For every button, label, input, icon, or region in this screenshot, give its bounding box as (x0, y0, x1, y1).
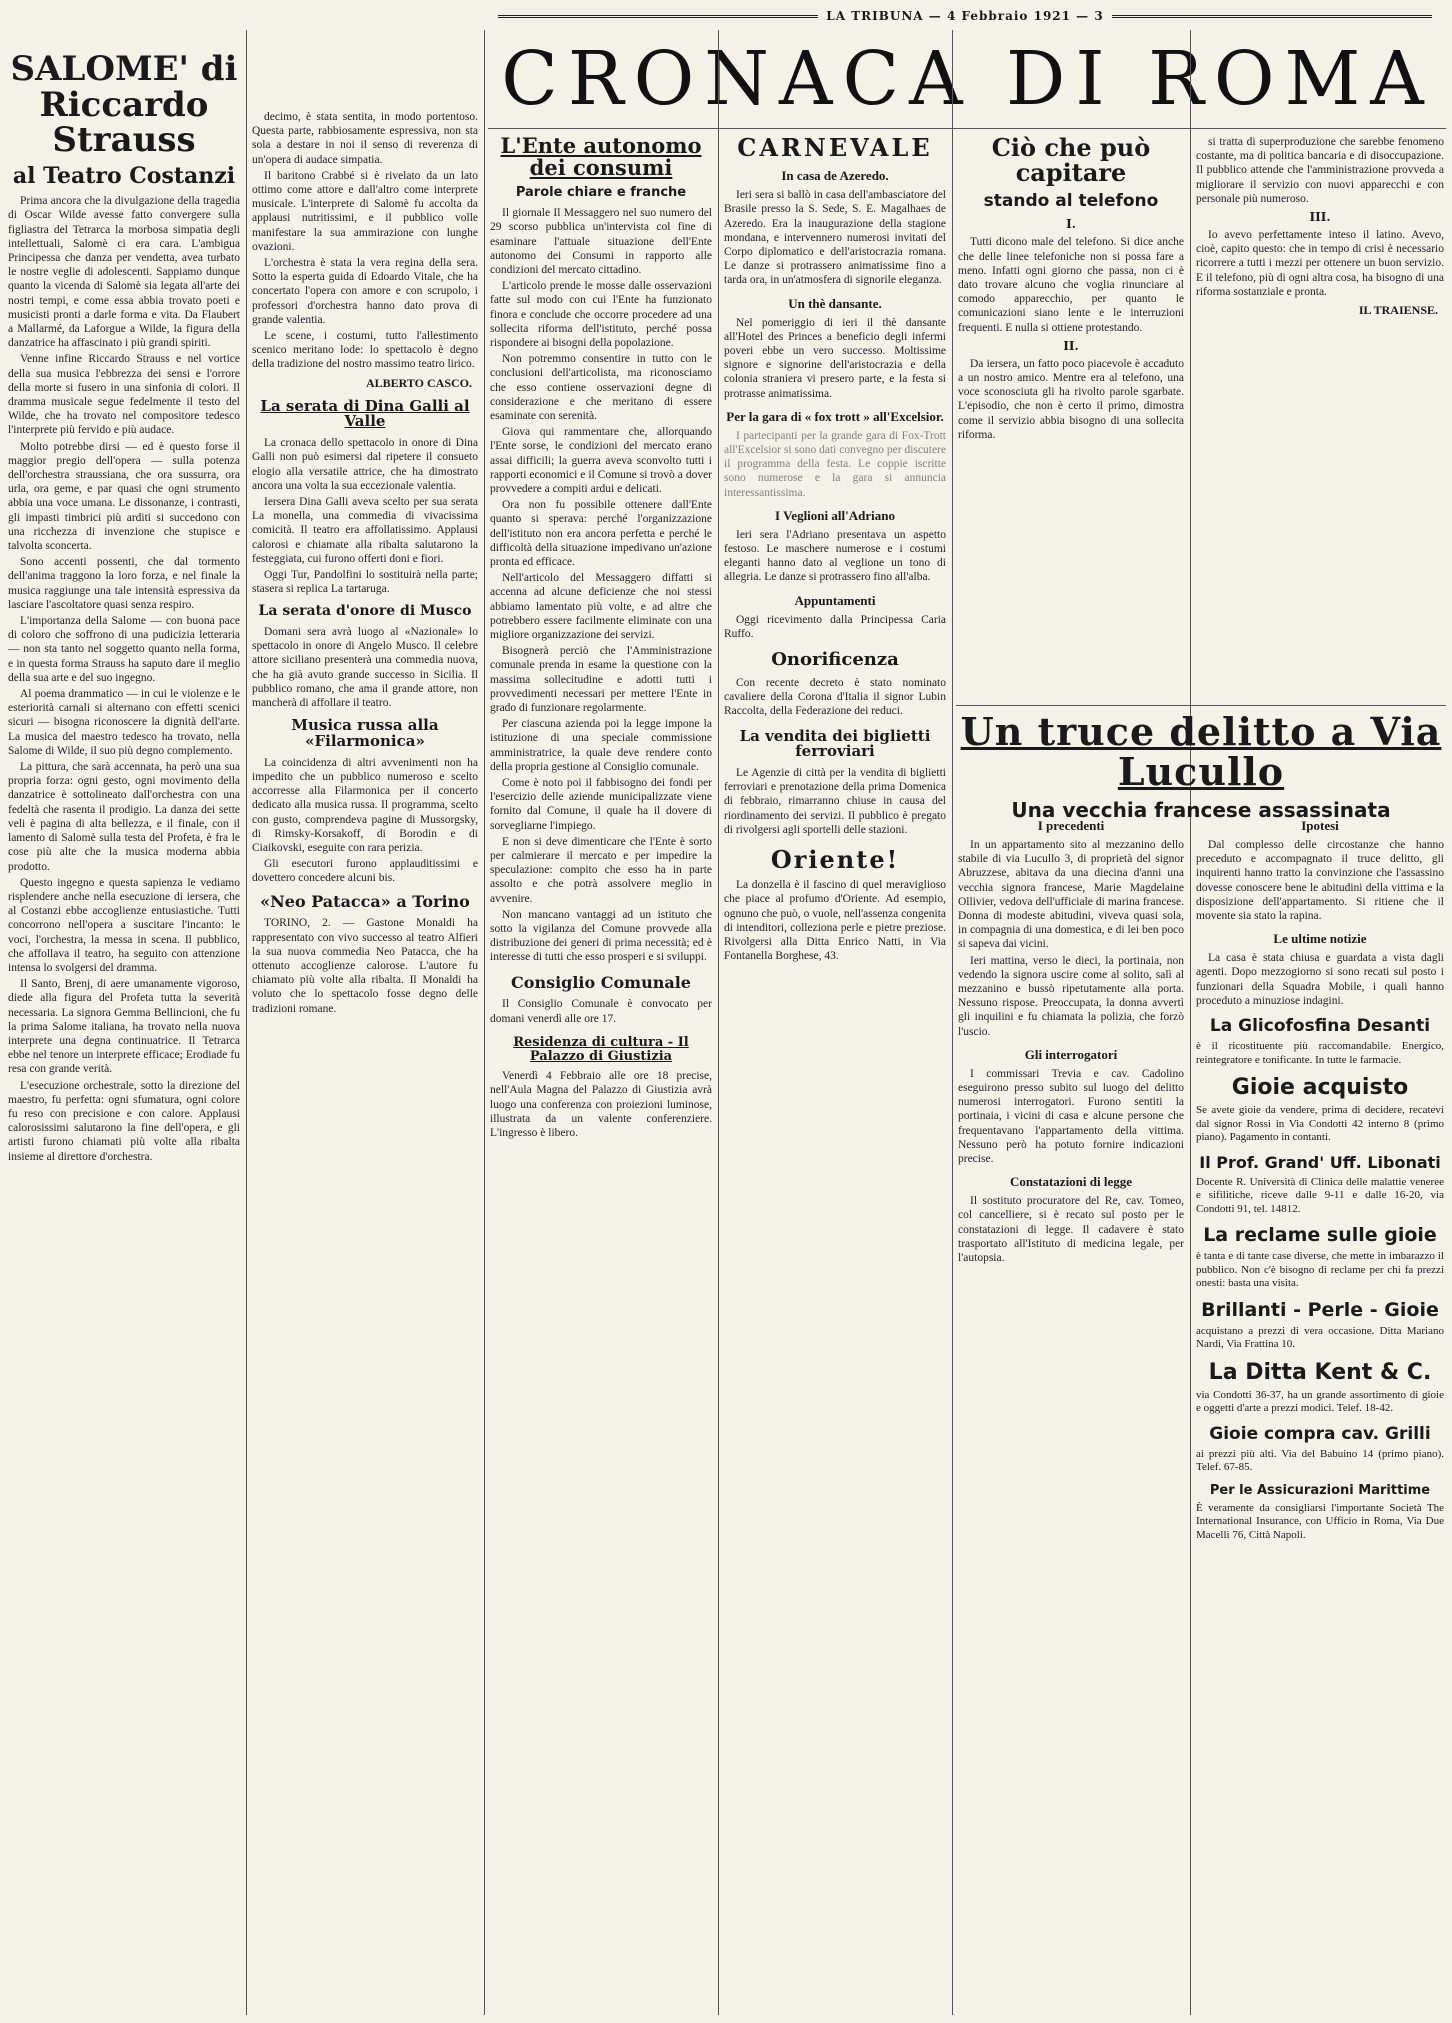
article-paragraph: L'importanza della Salome — con buona pace di coloro che soffrono di una pudicizia letteraria — non sta tanto nel soggetto quanto nella forma, e in questa forma Strauss ha saputo dare il meglio della sua arte e del suo ingegno. (8, 615, 240, 684)
section-rule (956, 705, 1446, 706)
constatazioni-article (958, 1194, 1184, 1265)
palazzo-article (490, 1069, 712, 1140)
article-paragraph: L'articolo prende le mosse dalle osservazioni fatte sul modo con cui l'Ente ha funzionato finora e conclude che occorre procedere ad una sollecita riforma dell'istituto, perché possa rispondere ai bisogni della popolazione. (490, 280, 712, 349)
article-paragraph: Bisognerà perciò che l'Amministrazione comunale prenda in esame la questione con la massima sollecitudine e adotti tutti i provvedimenti necessari per mettere l'Ente in grado di funzionare regolarmente. (490, 645, 712, 714)
article-paragraph: Come è noto poi il fabbisogno dei fondi per l'esercizio delle aziende municipalizzate viene fornito dal Comune, il quale ha il dovere di sorvegliarne l'impiego. (490, 777, 712, 832)
constatazioni-subhead: Constatazioni di legge (1009, 1174, 1133, 1190)
article-paragraph: In un appartamento sito al mezzanino dello stabile di via Lucullo 3, di proprietà del signor Abruzzese, abitava da una diecina d'anni una vecchia signora francese, Marie Magdelaine Ollivier, vedova dell'ufficiale di marina francese. Donna di modeste abitudini, viveva quasi sola, in compagnia di una domestica, e di lei ben poco si sapeva dai vicini. (958, 839, 1184, 951)
column-ente-consumi (490, 135, 712, 2010)
column-rule (246, 30, 247, 2015)
musco-article (252, 625, 478, 710)
column-rule (718, 30, 719, 2015)
column-telefono (958, 135, 1184, 695)
reclame-ad-text: è tanta e di tante case diverse, che mette in imbarazzo il pubblico. Non c'è bisogno di reclame per chi fa prezzi onesti: basta una visita. (1196, 1250, 1444, 1290)
article-paragraph: Le Agenzie di città per la vendita di biglietti ferroviari e prenotazione della prima Domenica di febbraio, rimarranno chiuse in causa del riordinamento dei servizi. Il pubblico è pregato di rivolgersi agli sportelli delle stazioni. (724, 767, 946, 836)
ipotesi-article (1196, 838, 1444, 923)
telefono-headline: Ciò che può capitare (991, 133, 1151, 188)
telefono-continuation (1196, 135, 1444, 206)
article-paragraph: Per ciascuna azienda poi la legge impone la istituzione di una speciale commissione amministratrice, la quale deve rendere conto della propria gestione al Consiglio comunale. (490, 718, 712, 773)
article-paragraph: Non potremmo consentire in tutto con le conclusioni dell'articolista, ma riconosciamo che esso contiene osservazioni degne di considerazione e che meritano di essere esaminate con serenità. (490, 353, 712, 422)
header-rule-right (1112, 15, 1432, 18)
biglietti-headline: La vendita dei biglietti ferroviari (739, 726, 931, 761)
article-paragraph: Venerdì 4 Febbraio alle ore 18 precise, nell'Aula Magna del Palazzo di Giustizia avrà luogo una conferenza con proiezioni luminose, illustrata da un valente conferenziere. L'ingresso è libero. (490, 1070, 712, 1139)
fox-trott-article (724, 429, 946, 500)
article-paragraph: TORINO, 2. — Gastone Monaldi ha rappresentato con vivo successo al teatro Alfieri la sua nuova commedia Neo Patacca, che ha ottenuto accoglienze calorose. L'autore fu chiamato più volte alla ribalta. Il Monaldi ha voluto che lo spettacolo fosse degno delle tradizioni romane. (252, 917, 478, 1015)
article-paragraph: Nel pomeriggio di ieri il thè dansante all'Hotel des Princes a beneficio degli infermi poveri ebbe un vero successo. Moltissime signore e signorine dell'aristocrazia e della colonia straniera vi presero parte, e la festa si protrasse animatissima. (724, 316, 946, 400)
article-paragraph: Giova qui rammentare che, allorquando l'Ente sorse, le condizioni del mercato erano assai difficili; la guerra aveva sconvolto tutti i rapporti economici e il Comune si trovò a dover provvedere a compiti ardui e delicati. (490, 426, 712, 495)
appuntamenti-subhead: Appuntamenti (794, 592, 876, 608)
column-salome (8, 49, 240, 2012)
article-paragraph: Il giornale Il Messaggero nel suo numero del 29 scorso pubblica un'intervista col fine di esaminare l'attuale situazione dell'Ente autonomo dei Consumi in rapporto alle condizioni del mercato cittadino. (490, 207, 712, 276)
column-delitto (958, 810, 1184, 2010)
onorificenza-article (724, 676, 946, 719)
precedenti-article (958, 838, 1184, 1039)
article-paragraph: Ieri mattina, verso le dieci, la portinaia, non vedendo la signora uscire come al solito, salì al mezzanino e bussò ripetutamente alla porta. Nessuno rispose. Preoccupata, la donna avvertì gli inquilini e fu chiamata la polizia, che forzò l'uscio. (958, 954, 1184, 1038)
oriente-article (724, 878, 946, 963)
telefono-kicker: stando al telefono (983, 191, 1159, 212)
column-telefono-continued (1196, 135, 1444, 695)
salome-headline: SALOME' di Riccardo Strauss (10, 49, 238, 161)
article-signature: ALBERTO CASCO. (365, 375, 472, 390)
article-paragraph: Con recente decreto è stato nominato cavaliere della Corona d'Italia il signor Lubin Raccolta, della Federazione dei reduci. (724, 676, 946, 718)
ultime-notizie-article (1196, 951, 1444, 1008)
salome-article (8, 194, 240, 1164)
section-numeral: II. (1063, 338, 1079, 353)
telefono-part-2 (958, 357, 1184, 442)
article-paragraph: Sono accenti possenti, che dal tormento dell'anima traggono la loro forza, e nel finale la musica raggiunge una tale intensità espressiva da lasciare l'ascoltatore quasi senza respiro. (8, 556, 240, 611)
article-paragraph: decimo, è stata sentita, in modo portentoso. Questa parte, rabbiosamente espressiva, non sta sola a destare in noi il senso di reverenza di un'opera di audace simpatia. (252, 111, 478, 166)
article-paragraph: Ora non fu possibile ottenere dall'Ente quanto si sperava: perché l'organizzazione dell'istituto non era ancora perfetta e perché le difficoltà della situazione impedivano un'azione pronta ed efficace. (490, 499, 712, 568)
ipotesi-subhead: Ipotesi (1301, 818, 1339, 833)
telefono-part-1 (958, 235, 1184, 334)
article-paragraph: Molto potrebbe dirsi — ed è questo forse il maggior pregio dell'opera — sulla potenza dell'orchestra straussiana, che ora sussurra, ora urla, ora geme, e par quasi che ogni strumento abbia una voce umana. Le dissonanze, i contrasti, gli impasti timbrici più arditi si succedono con una ricchezza di invenzione che stupisce e talvolta sconcerta. (8, 440, 240, 553)
consiglio-article (490, 997, 712, 1025)
section-title: CRONACA DI ROMA (501, 36, 1434, 122)
article-paragraph: Iersera Dina Galli aveva scelto per sua serata La monella, una commedia di vivacissima comicità. Il teatro era affollatissimo. Applausi calorosi e chiamate alla ribalta salutarono la festeggiata, cui furono offerti doni e fiori. (252, 495, 478, 565)
brillanti-ad-text: acquistano a prezzi di vera occasione. Ditta Mariano Nardi, Via Frattina 10. (1196, 1324, 1444, 1351)
telefono-signature: IL TRAIENSE. (1358, 303, 1438, 318)
onorificenza-headline: Onorificenza (771, 649, 899, 671)
article-paragraph: Nell'articolo del Messaggero diffatti si accenna ad alcune deficienze che noi stessi abbiamo lamentato più volte, e ad altre che potrebbero essere facilmente eliminate con una migliore organizzazione dei servizi. (490, 572, 712, 641)
carnevale-headline: CARNEVALE (737, 133, 933, 162)
article-paragraph: E non si deve dimenticare che l'Ente è sorto per calmierare il mercato e per impedire la speculazione: compito che esso ha in parte assolto e che potrà assolvere meglio in avvenire. (490, 835, 712, 905)
salome-continuation (252, 110, 478, 372)
musica-russa-headline: Musica russa alla «Filarmonica» (291, 716, 439, 751)
fox-trott-subhead: Per la gara di « fox trott » all'Excelsior. (726, 408, 944, 424)
dansante-subhead: Un thè dansante. (788, 295, 882, 311)
column-ads (1196, 810, 1444, 2010)
article-paragraph: Io avevo perfettamente inteso il latino. Avevo, cioè, capito questo: che in tempo di crisi è necessario ricorrere a tutti i mezzi per ottenere un buon servizio. E il telefono, più di ogni altra cosa, ha bisogno di una riforma sostanziale e pronta. (1196, 229, 1444, 298)
ente-article (490, 206, 712, 965)
article-paragraph: Venne infine Riccardo Strauss e nel vortice della sua musica l'ebbrezza dei sensi e l'orrore della morte si fusero in una sinfonia di colori. Il dramma musicale segue fedelmente il testo del Wilde, che ha trovato nel compositore tedesco l'interprete più fervido e più audace. (8, 353, 240, 437)
libonati-ad-text: Docente R. Università di Clinica delle malattie veneree e sifilitiche, riceve dalle 9-11 e dalle 16-20, via Condotti 91, tel. 14812. (1196, 1175, 1444, 1215)
neo-patacca-article (252, 916, 478, 1015)
article-paragraph: Ieri sera l'Adriano presentava un aspetto festoso. Le maschere numerose e i costumi eleganti hanno dato al veglione un tono di allegria. Le danze si protrassero fino all'alba. (724, 528, 946, 584)
article-paragraph: Non mancano vantaggi ad un istituto che sotto la vigilanza del Comune provvede alla distribuzione dei generi di prima necessità; ed è interesse di tutti che esso prosperi e si sviluppi. (490, 908, 712, 964)
glicofosfina-ad-text: è il ricostituente più raccomandabile. Energico, reintegratore e tonificante. In tutte le farmacie. (1196, 1040, 1444, 1066)
glicofosfina-ad-title: La Glicofosfina Desanti (1209, 1016, 1431, 1037)
article-paragraph: Tutti dicono male del telefono. Si dice anche che delle linee telefoniche non si possa fare a meno. Infatti ogni giorno che passa, non ci è dato trovare alcuno che voglia rinunciare al comodo apparecchio, per quanto le comunicazioni siano lente e le interruzioni frequenti. E nulla si ottiene protestando. (958, 236, 1184, 334)
article-paragraph: Il baritono Crabbé si è rivelato da un lato ottimo come attore e dall'altro come interprete musicale. L'interprete di Salomè fu accolta da applausi nutritissimi, e il pubblico volle manifestare la sua ammirazione con lunghe ovazioni. (252, 169, 478, 253)
dina-galli-article (252, 436, 478, 596)
delitto-headline: Un truce delitto a Via Lucullo (960, 709, 1442, 794)
article-paragraph: Prima ancora che la divulgazione della tragedia di Oscar Wilde avesse fatto convergere sulla figliastra del Tetrarca la morbosa simpatia degli intellettuali, Salomè ci era cara. L'ambigua Principessa che danza per vendetta, avea turbato le nostre veglie di adolescenti. Sappiamo dunque quanto la vicenda di Salomè sia legata all'arte dei nostri tempi, e come essa abbia trovato poeti e musicisti pronti a darle forma e vita. Da Flaubert a Mallarmé, da Laforgue a Wilde, la figura della danzatrice ha affascinato i più grandi spiriti. (8, 195, 240, 350)
column-theatre (252, 110, 478, 2010)
ente-kicker: Parole chiare e franche (515, 185, 687, 201)
veglioni-article (724, 528, 946, 585)
delitto-header (958, 709, 1444, 822)
article-paragraph: Domani sera avrà luogo al «Nazionale» lo spettacolo in onore di Angelo Musco. Il celebre attore siciliano presenterà una commedia nuova, che ha già avuto grande successo in Sicilia. Il pubblico romano, che ama il grande attore, non mancherà di affollare il teatro. (252, 626, 478, 710)
neo-patacca-headline: «Neo Patacca» a Torino (260, 891, 470, 911)
article-paragraph: Il Consiglio Comunale è convocato per domani venerdì alle ore 17. (490, 998, 712, 1025)
dansante-article (724, 316, 946, 401)
article-paragraph: si tratta di superproduzione che sarebbe fenomeno costante, ma di politica bancaria e di disoccupazione. Il pubblico attende che l'amministrazione provveda a migliorare il servizio con nuovi apparecchi e con personale più numeroso. (1196, 136, 1444, 205)
article-paragraph: La casa è stata chiusa e guardata a vista dagli agenti. Dopo mezzogiorno si sono recati sul posto i funzionari della Squadra Mobile, i quali hanno proceduto a minuziose indagini. (1196, 952, 1444, 1007)
kent-ad-title: La Ditta Kent & C. (1208, 1359, 1432, 1385)
gioie-ad-title: Gioie acquisto (1231, 1075, 1409, 1101)
article-paragraph: La cronaca dello spettacolo in onore di Dina Galli non può esimersi dal ripetere il consueto elogio alla versatile attrice, che ha dimostrato ancora una volta la sua eccezionale valentia. (252, 437, 478, 492)
banner-rule (488, 128, 1446, 129)
assicurazioni-ad-title: Per le Assicurazioni Marittime (1209, 1482, 1431, 1498)
biglietti-article (724, 766, 946, 837)
header-text: LA TRIBUNA — 4 Febbraio 1921 — 3 (826, 9, 1104, 23)
azeredo-article (724, 188, 946, 287)
kent-ad-text: via Condotti 36-37, ha un grande assortimento di gioie e oggetti d'arte a prezzi modici. Telef. 18-42. (1196, 1388, 1444, 1415)
brillanti-ad-title: Brillanti - Perle - Gioie (1201, 1298, 1439, 1321)
article-paragraph: Il sostituto procuratore del Re, cav. Tomeo, col cancelliere, si è recato sul posto per le constatazioni di legge. Il cadavere è stato trasportato all'Istituto di medicina legale, per l'autopsia. (958, 1195, 1184, 1265)
veglioni-subhead: I Veglioni all'Adriano (775, 507, 895, 523)
article-paragraph: La pittura, che sarà accennata, ha però una sua propria forza: ogni gesto, ogni movimento della danzatrice è sottolineato dall'orchestra con una fedeltà che rasenta il prodigio. La danza dei sette veli è pagina di alta bellezza, e il finale, con il lamento di Salomè sulla testa del Profeta, è fra le cose più alte che la musica moderna abbia prodotto. (8, 761, 240, 873)
column-rule (1190, 30, 1191, 2015)
reclame-ad-title: La reclame sulle gioie (1203, 1224, 1437, 1247)
article-paragraph: Il Santo, Brenj, di aere umanamente vigoroso, diede alla figura del Profeta tutta la severità necessaria. La signora Gemma Bellincioni, che fu la prima Salome italiana, ha trovato nella nuova interprete una degna continuatrice. Il Tetrarca ebbe nel tenore un interprete efficace; Erodiade fu resa con grande verità. (8, 978, 240, 1076)
precedenti-subhead: I precedenti (1037, 818, 1105, 833)
assicurazioni-ad-text: È veramente da consigliarsi l'importante Società The International Insurance, con Ufficio in Roma, Via Due Macelli 76, Città Napoli. (1196, 1501, 1444, 1541)
column-carnevale (724, 135, 946, 2010)
oriente-headline: Oriente! (770, 845, 900, 875)
article-paragraph: Le scene, i costumi, tutto l'allestimento scenico meritano lode: lo spettacolo è degno della tradizione del nostro massimo teatro lirico. (252, 330, 478, 371)
section-banner (490, 34, 1445, 124)
appuntamenti-article (724, 613, 946, 641)
article-paragraph: Ieri sera si ballò in casa dell'ambasciatore del Brasile presso la S. Sede, S. E. Magalhaes de Azeredo. Era la inaugurazione della stagione mondana, e intervennero numerosi invitati del Corpo diplomatico e dell'aristocrazia romana. Le danze si protrassero animatissime fino a tarda ora, in un'atmosfera di signorile eleganza. (724, 189, 946, 287)
article-paragraph: I partecipanti per la grande gara di Fox-Trott all'Excelsior si sono dati convegno per discutere il programma della festa. Le coppie iscritte sono numerose e la gara si annuncia interessantissima. (724, 429, 946, 499)
interrogatori-subhead: Gli interrogatori (1024, 1046, 1118, 1062)
salome-subheadline: al Teatro Costanzi (12, 163, 236, 190)
libonati-ad-title: Il Prof. Grand' Uff. Libonati (1199, 1152, 1441, 1172)
article-paragraph: La donzella è il fascino di quel meraviglioso che piace al profumo d'Oriente. Ad esempio, ognuno che può, o vuole, nell'assenza congenita di intenditori, colleziona perle e pietre preziose. Rivolgersi alla Ditta Enrico Natti, in Via Fontanella Borghese, 43. (724, 879, 946, 963)
ente-headline: L'Ente autonomo dei consumi (500, 133, 702, 181)
article-paragraph: L'orchestra è stata la vera regina della sera. Sotto la esperta guida di Edoardo Vitale, che ha concertato l'opera con amore e con scrupolo, i professori d'orchestra hanno dato prova di grande valentia. (252, 257, 478, 326)
header-rule-left (498, 15, 818, 18)
article-paragraph: Oggi ricevimento dalla Principessa Caria Ruffo. (724, 613, 946, 640)
grilli-ad-text: ai prezzi più alti. Via del Babuino 14 (primo piano). Telef. 67-85. (1196, 1447, 1444, 1474)
article-paragraph: Al poema drammatico — in cui le violenze e le esteriorità carnali si alternano con effetti scenici sicuri — bisogna riconoscere la dignità dell'arte. La musica del maestro tedesco ha trovato, nella Salome di Wilde, il suo più degno complemento. (8, 688, 240, 757)
article-paragraph: Questo ingegno e questa sapienza le vediamo risplendere anche nella esecuzione di iersera, che al Costanzi ebbe accoglienze entusiastiche. Tutti concorrono nell'opera a suscitare l'incanto: le voci, l'orchestra, la messa in scena. Il pubblico, che affollava il teatro, ha seguito con attenzione intensa lo svolgersi del dramma. (8, 876, 240, 974)
gioie-ad-text: Se avete gioie da vendere, prima di decidere, recatevi dal signor Rossi in Via Condotti 42 interno 8 (primo piano). Pagamento in contanti. (1196, 1104, 1444, 1144)
article-paragraph: Dal complesso delle circostanze che hanno preceduto e accompagnato il truce delitto, gli inquirenti hanno tratto la convinzione che l'assassino dovesse conoscere bene le abitudini della vittima e la disposizione dell'appartamento. Si ritiene che il movente sia stato la rapina. (1196, 839, 1444, 923)
telefono-part-3 (1196, 228, 1444, 299)
article-paragraph: La coincidenza di altri avvenimenti non ha impedito che un pubblico numeroso e scelto accorresse alla Filarmonica per il concerto dedicato alla musica russa. Il programma, scelto con gusto, comprendeva pagine di Mussorgsky, di Rimsky-Korsakoff, di Borodin e di Ciaikovski, eseguite con rara perizia. (252, 756, 478, 855)
azeredo-subhead: In casa de Azeredo. (781, 168, 889, 184)
delitto-kicker: Una vecchia francese assassinata (1011, 797, 1391, 822)
musica-russa-article (252, 756, 478, 886)
dina-galli-headline: La serata di Dina Galli al Valle (260, 396, 470, 431)
column-rule (484, 30, 485, 2015)
grilli-ad-title: Gioie compra cav. Grilli (1209, 1423, 1431, 1444)
column-rule (952, 30, 953, 2015)
section-numeral: I. (1066, 217, 1076, 232)
interrogatori-article (958, 1067, 1184, 1166)
palazzo-headline: Residenza di cultura - Il Palazzo di Giustizia (513, 1034, 689, 1064)
article-paragraph: Da iersera, un fatto poco piacevole è accaduto a un nostro amico. Mentre era al telefono, una voce sconosciuta gli ha rivolto parole sgarbate. L'episodio, che non è certo il primo, dimostra come il servizio abbia bisogno di una sollecita riforma. (958, 357, 1184, 441)
article-paragraph: Gli esecutori furono applauditissimi e dovettero concedere alcuni bis. (252, 858, 478, 885)
musco-headline: La serata d'onore di Musco (258, 603, 472, 620)
page-header (490, 6, 1440, 26)
section-numeral: III. (1309, 210, 1331, 225)
article-paragraph: L'esecuzione orchestrale, sotto la direzione del maestro, fu perfetta: ogni sfumatura, ogni colore fu reso con precisione e con calore. Applausi calorosissimi salutarono la fine dell'opera, e gli artisti furono chiamati più volte alla ribalta insieme al direttore d'orchestra. (8, 1079, 240, 1163)
consiglio-headline: Consiglio Comunale (511, 972, 691, 992)
article-paragraph: Oggi Tur, Pandolfini lo sostituirà nella parte; stasera si replica La tartaruga. (252, 568, 478, 596)
ultime-notizie-subhead: Le ultime notizie (1273, 931, 1367, 947)
article-paragraph: I commissari Trevia e cav. Cadolino eseguirono presso subito sul luogo del delitto numerosi interrogatori. Furono sentiti la portinaia, i vicini di casa e alcune persone che frequentavano l'appartamento della vittima. Nessuno però ha potuto fornire indicazioni precise. (958, 1067, 1184, 1166)
